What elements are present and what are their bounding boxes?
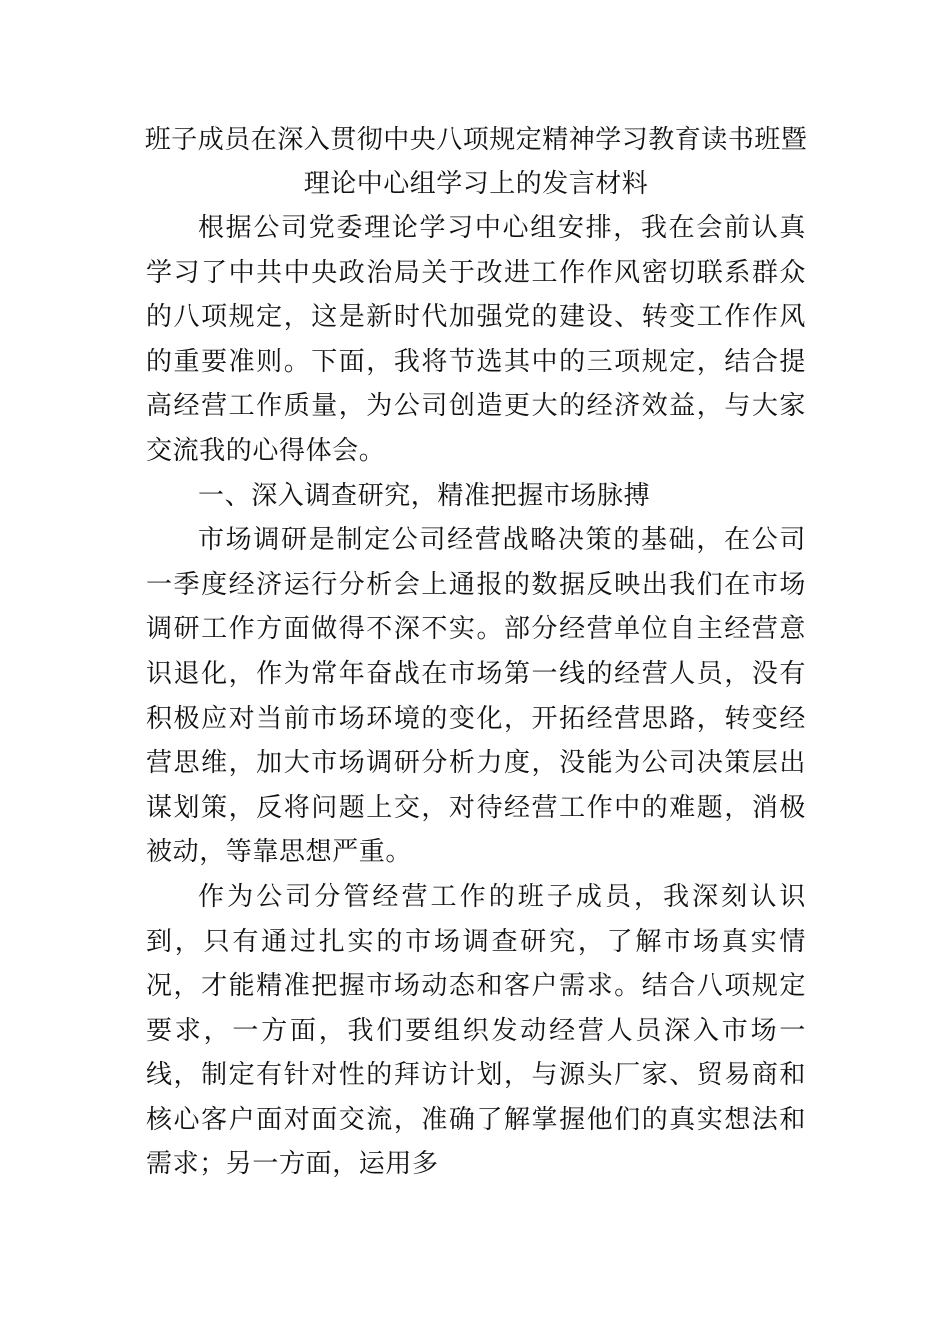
document-page [146,118,806,1187]
document-title [134,118,818,206]
paragraph-role-reflection: 作为公司分管经营工作的班子成员，我深刻认识到，只有通过扎实的市场调查研究，了解市场真实情况，才能精准把握市场动态和客户需求。结合八项规定要求，一方面，我们要组织发动经营人员深入市场一线，制定有针对性的拜访计划，与源头厂家、贸易商和核心客户面对面交流，准确了解掌握他们的真实想法和需求；另一方面，运用多 [146,881,806,1180]
title-line-1: 班子成员在深入贯彻中央八项规定精神学习教育读书班暨 [144,125,808,155]
section-heading-1: 一、深入调查研究，精准把握市场脉搏 [198,480,651,511]
paragraph-intro: 根据公司党委理论学习中心组安排，我在会前认真学习了中共中央政治局关于改进工作作风密切联系群众的八项规定，这是新时代加强党的建设、转变工作作风的重要准则。下面，我将节选其中的三项规定，结合提高经营工作质量，为公司创造更大的经济效益，与大家交流我的心得体会。 [146,213,806,466]
paragraph-market-research: 市场调研是制定公司经营战略决策的基础，在公司一季度经济运行分析会上通报的数据反映出我们在市场调研工作方面做得不深不实。部分经营单位自主经营意识退化，作为常年奋战在市场第一线的经营人员，没有积极应对当前市场环境的变化，开拓经营思路，转变经营思维，加大市场调研分析力度，没能为公司决策层出谋划策，反将问题上交，对待经营工作中的难题，消极被动，等靠思想严重。 [146,525,806,868]
title-line-2: 理论中心组学习上的发言材料 [303,169,649,199]
